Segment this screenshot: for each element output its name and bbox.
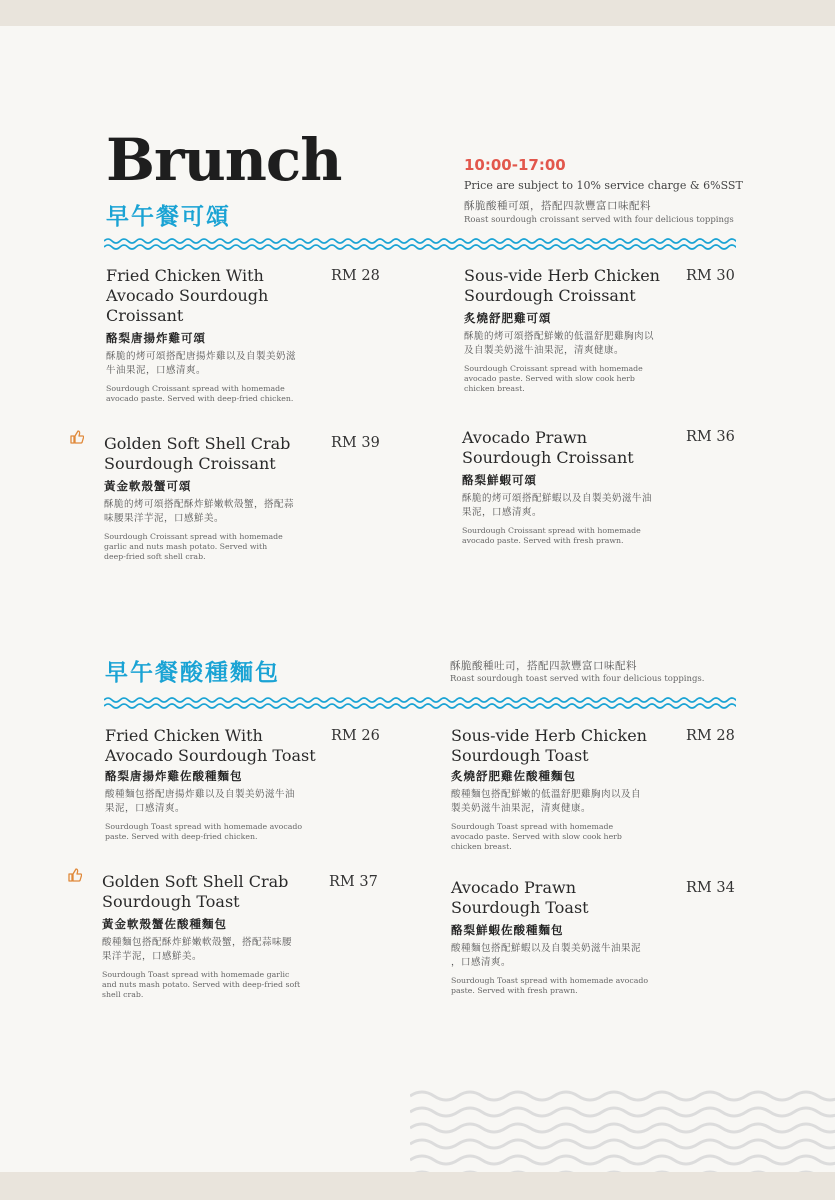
item-desc-cn: 酸種麵包搭配鮮嫩的低溫舒肥雞胸肉以及自 製美奶滋牛油果泥，清爽健康。: [451, 789, 642, 814]
item-name-cn: 酪梨鮮蝦佐酸種麵包: [451, 923, 564, 937]
item-desc-en: Sourdough Toast spread with homemade garlic and nuts mash potato. Served with deep-fried soft shell crab.: [102, 970, 301, 999]
item-name-cn: 酪梨唐揚炸雞可頌: [106, 331, 206, 345]
croissant-note-en: Roast sourdough croissant served with four delicious toppings: [464, 215, 734, 225]
item-desc-cn: 酸種麵包搭配唐揚炸雞以及自製美奶滋牛油 果泥，口感清爽。: [105, 789, 296, 814]
item-name-cn: 酪梨鮮蝦可頌: [462, 473, 537, 487]
item-price: RM 30: [686, 268, 735, 284]
item-desc-cn: 酥脆的烤可頌搭配酥炸鮮嫩軟殼蟹，搭配蒜 味腰果洋芋泥，口感鮮美。: [104, 499, 295, 524]
wave-divider: [104, 237, 736, 251]
item-name: Fried Chicken With Avocado Sourdough Croissant: [106, 266, 269, 325]
item-price: RM 28: [331, 268, 380, 284]
item-price: RM 34: [686, 880, 735, 896]
item-price: RM 37: [329, 874, 378, 890]
item-name: Avocado Prawn Sourdough Croissant: [462, 428, 634, 467]
croissant-note-cn: 酥脆酸種可頌，搭配四款豐富口味配料: [464, 200, 651, 212]
section-title-toast: 早午餐酸種麵包: [105, 660, 280, 686]
thumbs-up-icon: [70, 430, 84, 444]
menu-item: [105, 726, 330, 842]
decorative-wave-pattern: [410, 1086, 835, 1172]
item-price: RM 39: [331, 435, 380, 451]
item-price: RM 36: [686, 429, 735, 445]
item-name: Golden Soft Shell Crab Sourdough Croissant: [104, 434, 291, 473]
thumbs-up-icon: [68, 868, 82, 882]
menu-item: [451, 878, 681, 996]
item-desc-en: Sourdough Croissant spread with homemade avocado paste. Served with fresh prawn.: [462, 526, 641, 545]
item-name-cn: 酪梨唐揚炸雞佐酸種麵包: [105, 769, 243, 783]
item-desc-cn: 酥脆的烤可頌搭配唐揚炸雞以及自製美奶滋 牛油果泥，口感清爽。: [106, 351, 297, 376]
item-name: Sous-vide Herb Chicken Sourdough Toast: [451, 726, 647, 765]
menu-item: [451, 726, 681, 852]
item-price: RM 26: [331, 728, 380, 744]
item-name-cn: 炙燒舒肥雞佐酸種麵包: [451, 769, 576, 783]
page-title: Brunch: [106, 126, 342, 194]
section-title-croissant: 早午餐可頌: [106, 204, 231, 230]
menu-item: [102, 872, 332, 1000]
menu-item: [104, 434, 329, 562]
item-desc-cn: 酸種麵包搭配酥炸鮮嫩軟殼蟹，搭配蒜味腰 果洋芋泥，口感鮮美。: [102, 937, 293, 962]
item-price: RM 28: [686, 728, 735, 744]
item-name: Avocado Prawn Sourdough Toast: [451, 878, 589, 917]
menu-item: [106, 266, 331, 404]
item-desc-cn: 酥脆的烤可頌搭配鮮蝦以及自製美奶滋牛油 果泥，口感清爽。: [462, 493, 653, 518]
toast-note-en: Roast sourdough toast served with four delicious toppings.: [450, 674, 705, 684]
opening-hours: 10:00-17:00: [464, 156, 566, 174]
item-name-cn: 黃金軟殼蟹佐酸種麵包: [102, 917, 227, 931]
service-charge-note: Price are subject to 10% service charge & 6%SST: [464, 179, 743, 192]
item-name: Sous-vide Herb Chicken Sourdough Croissant: [464, 266, 660, 305]
menu-item: [464, 266, 684, 394]
item-desc-en: Sourdough Toast spread with homemade avocado paste. Served with fresh prawn.: [451, 976, 649, 995]
item-name-cn: 黃金軟殼蟹可頌: [104, 479, 192, 493]
menu-page: [0, 26, 835, 1172]
item-name: Fried Chicken With Avocado Sourdough Toast: [105, 726, 316, 765]
item-desc-cn: 酥脆的烤可頌搭配鮮嫩的低溫舒肥雞胸肉以 及自製美奶滋牛油果泥，清爽健康。: [464, 331, 655, 356]
item-name-cn: 炙燒舒肥雞可頌: [464, 311, 552, 325]
menu-item: [462, 428, 687, 546]
item-desc-en: Sourdough Croissant spread with homemade avocado paste. Served with deep-fried chicken.: [106, 384, 294, 403]
item-desc-en: Sourdough Toast spread with homemade avocado paste. Served with deep-fried chicken.: [105, 822, 303, 841]
item-name: Golden Soft Shell Crab Sourdough Toast: [102, 872, 289, 911]
wave-divider: [104, 696, 736, 710]
item-desc-en: Sourdough Toast spread with homemade avocado paste. Served with slow cook herb chicken breast.: [451, 822, 622, 851]
item-desc-en: Sourdough Croissant spread with homemade garlic and nuts mash potato. Served with deep-fried soft shell crab.: [104, 532, 283, 561]
toast-note-cn: 酥脆酸種吐司，搭配四款豐富口味配料: [450, 660, 637, 672]
item-desc-cn: 酸種麵包搭配鮮蝦以及自製美奶滋牛油果泥 ，口感清爽。: [451, 943, 642, 968]
item-desc-en: Sourdough Croissant spread with homemade avocado paste. Served with slow cook herb chicken breast.: [464, 364, 643, 393]
